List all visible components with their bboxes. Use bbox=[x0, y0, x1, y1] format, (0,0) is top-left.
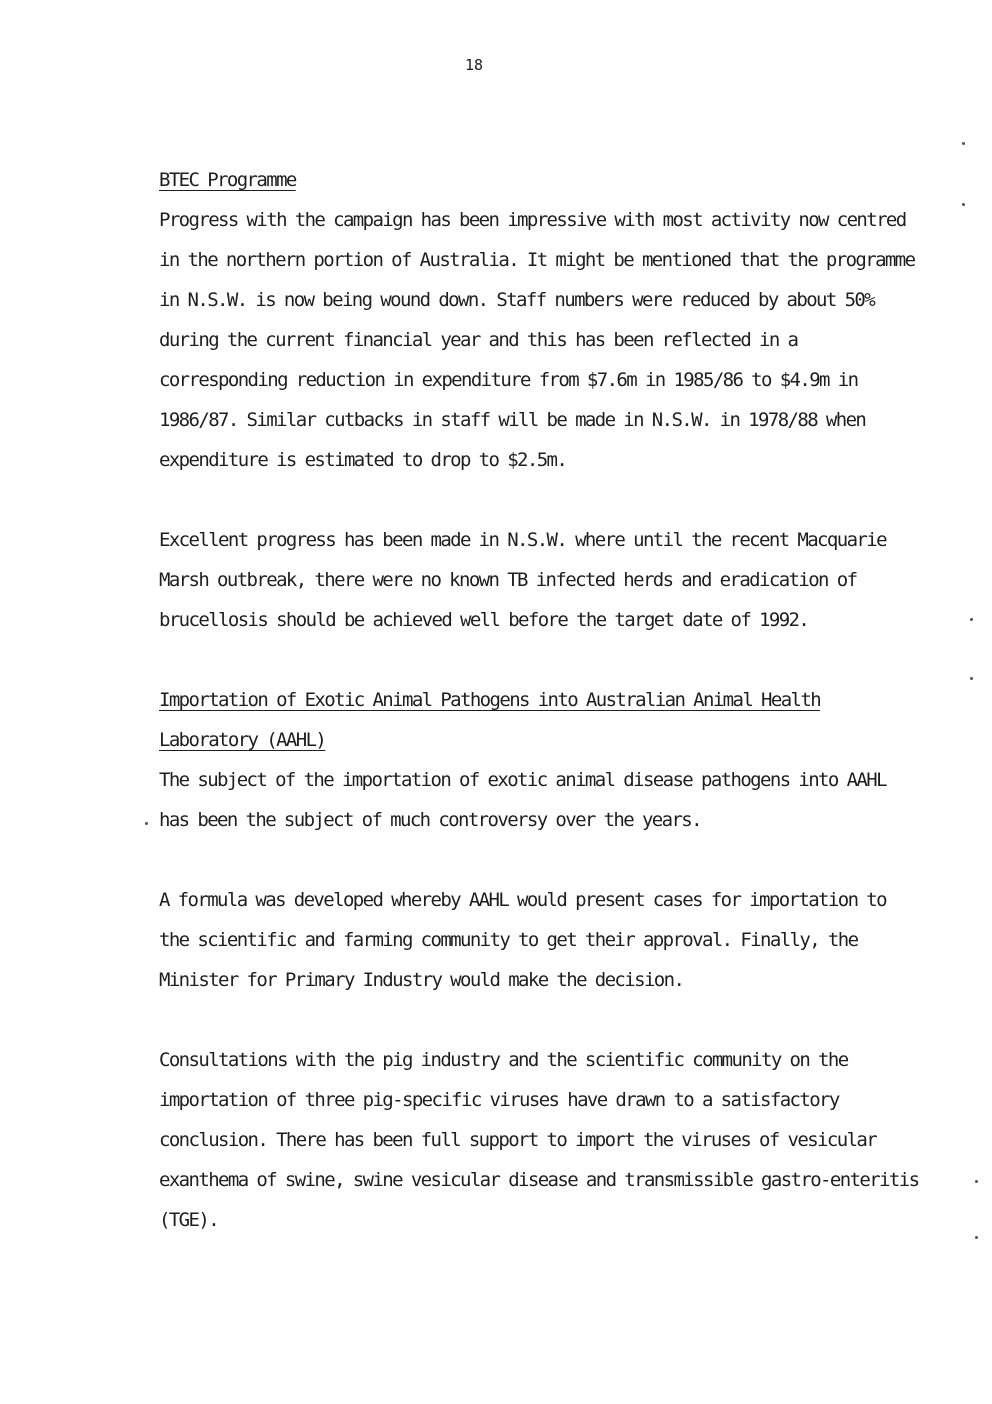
scan-speck bbox=[970, 677, 973, 680]
paragraph-aahl-controversy: The subject of the importation of exotic animal disease pathogens into AAHL has been the subject of much controversy over the years. bbox=[159, 769, 886, 831]
paragraph-aahl-formula: A formula was developed whereby AAHL would present cases for importation to the scientific and farming community to get their approval. Finally, the Minister for Primary Industry would make the decision. bbox=[159, 889, 886, 991]
paragraph-aahl-consultations: Consultations with the pig industry and the scientific community on the importation of three pig-specific viruses have drawn to a satisfactory conclusion. There has been full support to import the viruses of vesicular exanthema of swine, swine vesicular disease and transmissible gastro-enteritis (TGE). bbox=[159, 1049, 919, 1231]
paragraph-btec-progress: Progress with the campaign has been impressive with most activity now centred in the northern portion of Australia. It might be mentioned that the programme in N.S.W. is now being wound down. Staff numbers were reduced by about 50% during the current financial year and this has been reflected in a corresponding reduction in expenditure from $7.6m in 1985/86 to $4.9m in 1986/87. Similar cutbacks in staff will be made in N.S.W. in 1978/88 when expenditure is estimated to drop to $2.5m. bbox=[159, 209, 915, 471]
paragraph-btec-nsw: Excellent progress has been made in N.S.W. where until the recent Macquarie Marsh outbreak, there were no known TB infected herds and eradication of brucellosis should be achieved well before the target date of 1992. bbox=[159, 529, 886, 631]
scan-speck bbox=[975, 1236, 978, 1239]
scan-speck bbox=[970, 618, 973, 621]
scan-speck bbox=[975, 1180, 978, 1183]
scan-speck bbox=[145, 822, 148, 825]
page-number: 18 bbox=[464, 56, 484, 74]
document-body bbox=[159, 160, 919, 1240]
scan-speck bbox=[962, 203, 965, 206]
scan-speck bbox=[962, 142, 965, 145]
section-heading-btec: BTEC Programme bbox=[159, 169, 296, 191]
section-heading-aahl: Importation of Exotic Animal Pathogens into Australian Animal Health Laboratory (AAHL) bbox=[159, 689, 821, 751]
